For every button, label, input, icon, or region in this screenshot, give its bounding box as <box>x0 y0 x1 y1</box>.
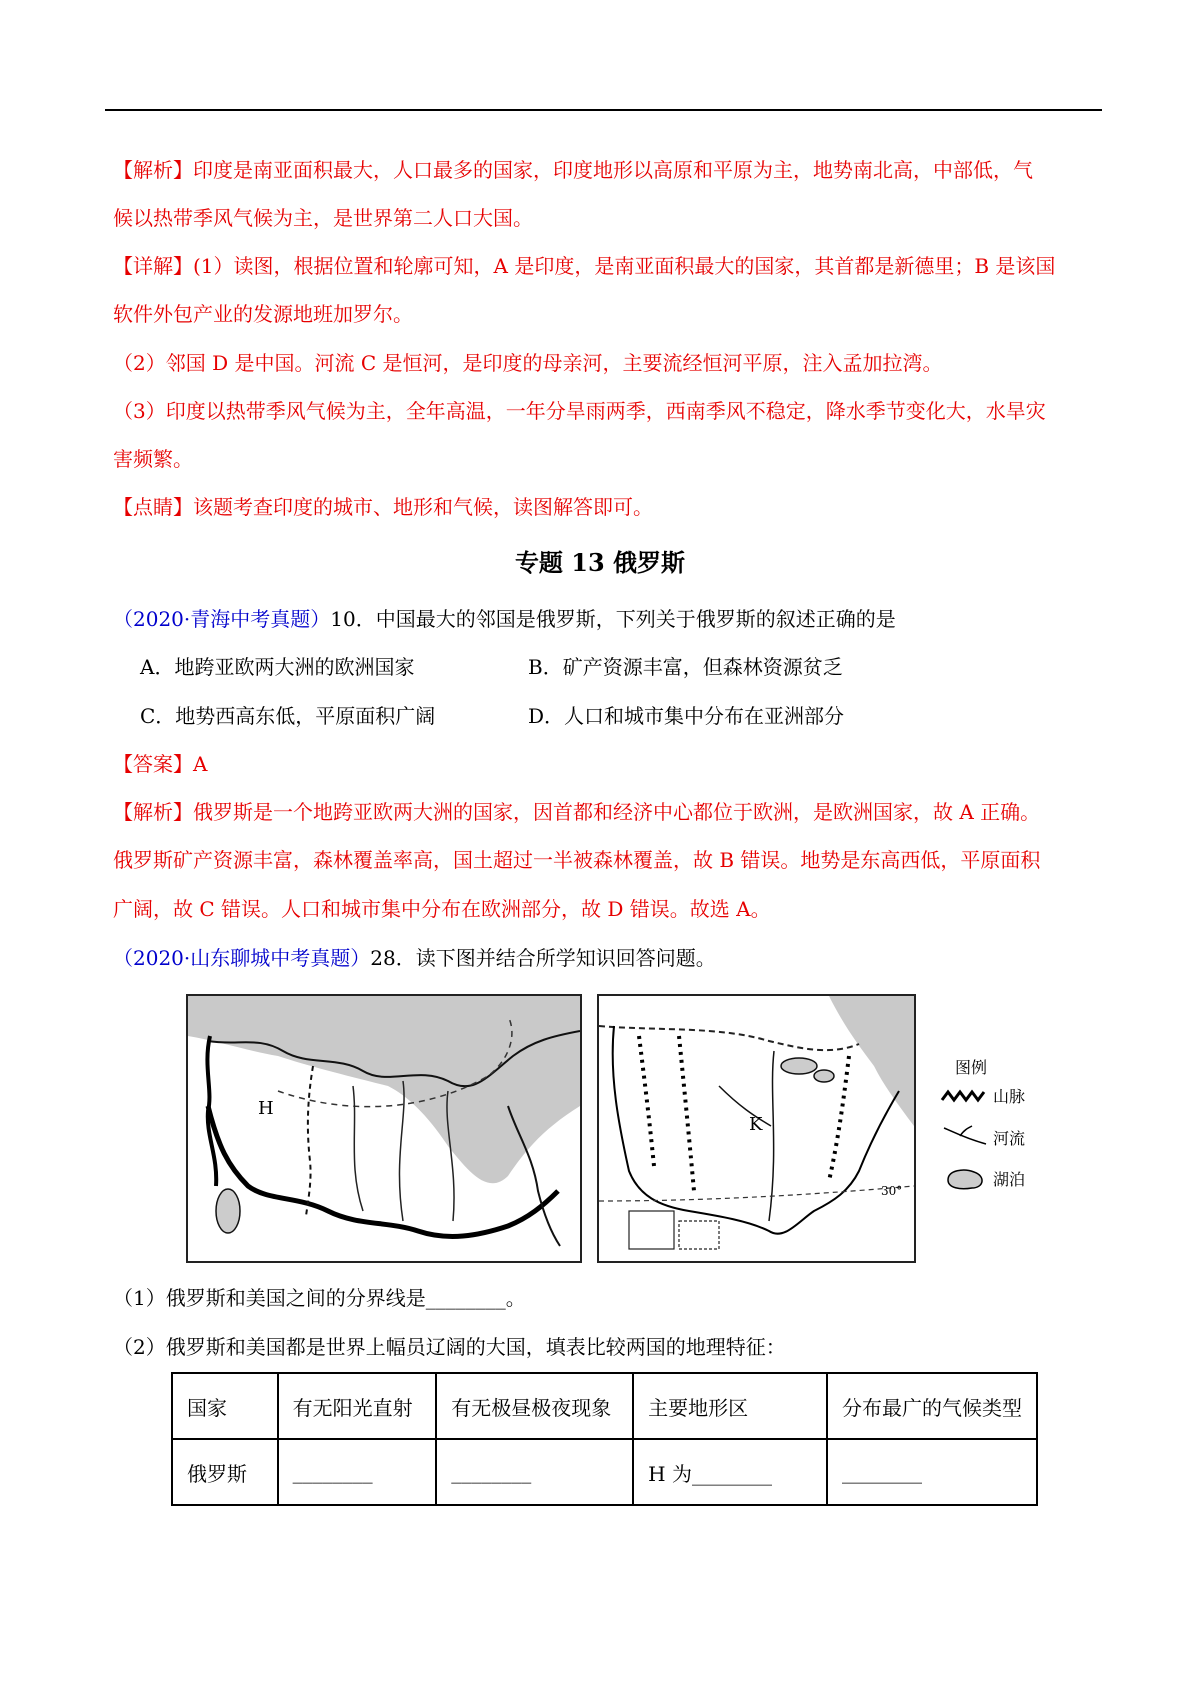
mountain-legend-icon <box>938 1086 990 1106</box>
legend-mountain: 山脉 <box>993 1087 1026 1106</box>
analysis-line-1: 【解析】印度是南亚面积最大，人口最多的国家，印度地形以高原和平原为主，地势南北高，中部低，气 <box>113 158 1033 182</box>
table-header-cell: 有无极昼极夜现象 <box>436 1373 633 1439</box>
q10-option-c: C．地势西高东低，平原面积广阔 <box>140 704 436 728</box>
q10-option-d: D．人口和城市集中分布在亚洲部分 <box>528 704 845 728</box>
section-title: 专题 13 俄罗斯 <box>514 548 686 577</box>
map-label-k: K <box>749 1114 763 1135</box>
table-cell: ________ <box>436 1439 633 1505</box>
table-header-cell: 分布最广的气候类型 <box>827 1373 1037 1439</box>
detail-line-5: 害频繁。 <box>113 447 193 471</box>
table-cell: 俄罗斯 <box>172 1439 278 1505</box>
q10-analysis-line-1: 【解析】俄罗斯是一个地跨亚欧两大洲的国家，因首都和经济中心都位于欧洲，是欧洲国家，故 A 正确。 <box>113 800 1041 824</box>
lake-legend-icon <box>942 1166 988 1192</box>
legend-title: 图例 <box>955 1058 988 1077</box>
q10-stem: 10．中国最大的邻国是俄罗斯，下列关于俄罗斯的叙述正确的是 <box>330 607 896 631</box>
q28-stem: 28．读下图并结合所学知识回答问题。 <box>370 946 716 970</box>
tip-line: 【点睛】该题考查印度的城市、地形和气候，读图解答即可。 <box>113 495 653 519</box>
q10-line <box>113 607 896 631</box>
q10-analysis-line-2: 俄罗斯矿产资源丰富，森林覆盖率高，国土超过一半被森林覆盖，故 B 错误。地势是东高西低，平原面积 <box>113 848 1041 872</box>
detail-line-1: 【详解】(1）读图，根据位置和轮廓可知，A 是印度，是南亚面积最大的国家，其首都是新德里；B 是该国 <box>113 254 1056 278</box>
map-label-h: H <box>258 1098 274 1119</box>
analysis-line-2: 候以热带季风气候为主，是世界第二人口大国。 <box>113 206 533 230</box>
q28-sub2: （2）俄罗斯和美国都是世界上幅员辽阔的大国，填表比较两国的地理特征： <box>113 1335 786 1359</box>
russia-map <box>186 994 582 1263</box>
table-header-row <box>172 1373 1037 1439</box>
legend-river: 河流 <box>993 1129 1026 1148</box>
legend-lake: 湖泊 <box>993 1170 1026 1189</box>
table-cell: ________ <box>827 1439 1037 1505</box>
table-header-cell: 国家 <box>172 1373 278 1439</box>
header-rule <box>105 109 1102 111</box>
table-cell: H 为________ <box>633 1439 827 1505</box>
q10-option-a: A．地跨亚欧两大洲的欧洲国家 <box>140 655 415 679</box>
q10-option-b: B．矿产资源丰富，但森林资源贫乏 <box>528 655 843 679</box>
table-row <box>172 1439 1037 1505</box>
q10-answer: 【答案】A <box>113 752 208 776</box>
q28-sub1: （1）俄罗斯和美国之间的分界线是________。 <box>113 1286 526 1310</box>
detail-line-2: 软件外包产业的发源地班加罗尔。 <box>113 302 413 326</box>
table-header-cell: 主要地形区 <box>633 1373 827 1439</box>
q28-source: （2020·山东聊城中考真题） <box>113 946 371 970</box>
usa-map <box>597 994 916 1263</box>
latitude-label: 30° <box>881 1184 903 1198</box>
q10-source: （2020·青海中考真题） <box>113 607 331 631</box>
comparison-table <box>171 1372 1038 1506</box>
russia-map-drawing <box>188 996 580 1261</box>
q10-analysis-line-3: 广阔，故 C 错误。人口和城市集中分布在欧洲部分，故 D 错误。故选 A。 <box>113 897 771 921</box>
table-header-cell: 有无阳光直射 <box>278 1373 437 1439</box>
river-legend-icon <box>940 1124 990 1148</box>
q28-line <box>113 946 716 970</box>
detail-line-3: （2）邻国 D 是中国。河流 C 是恒河，是印度的母亲河，主要流经恒河平原，注入孟加拉湾。 <box>113 351 943 375</box>
table-cell: ________ <box>278 1439 437 1505</box>
detail-line-4: （3）印度以热带季风气候为主，全年高温，一年分旱雨两季，西南季风不稳定，降水季节变化大，水旱灾 <box>113 399 1046 423</box>
